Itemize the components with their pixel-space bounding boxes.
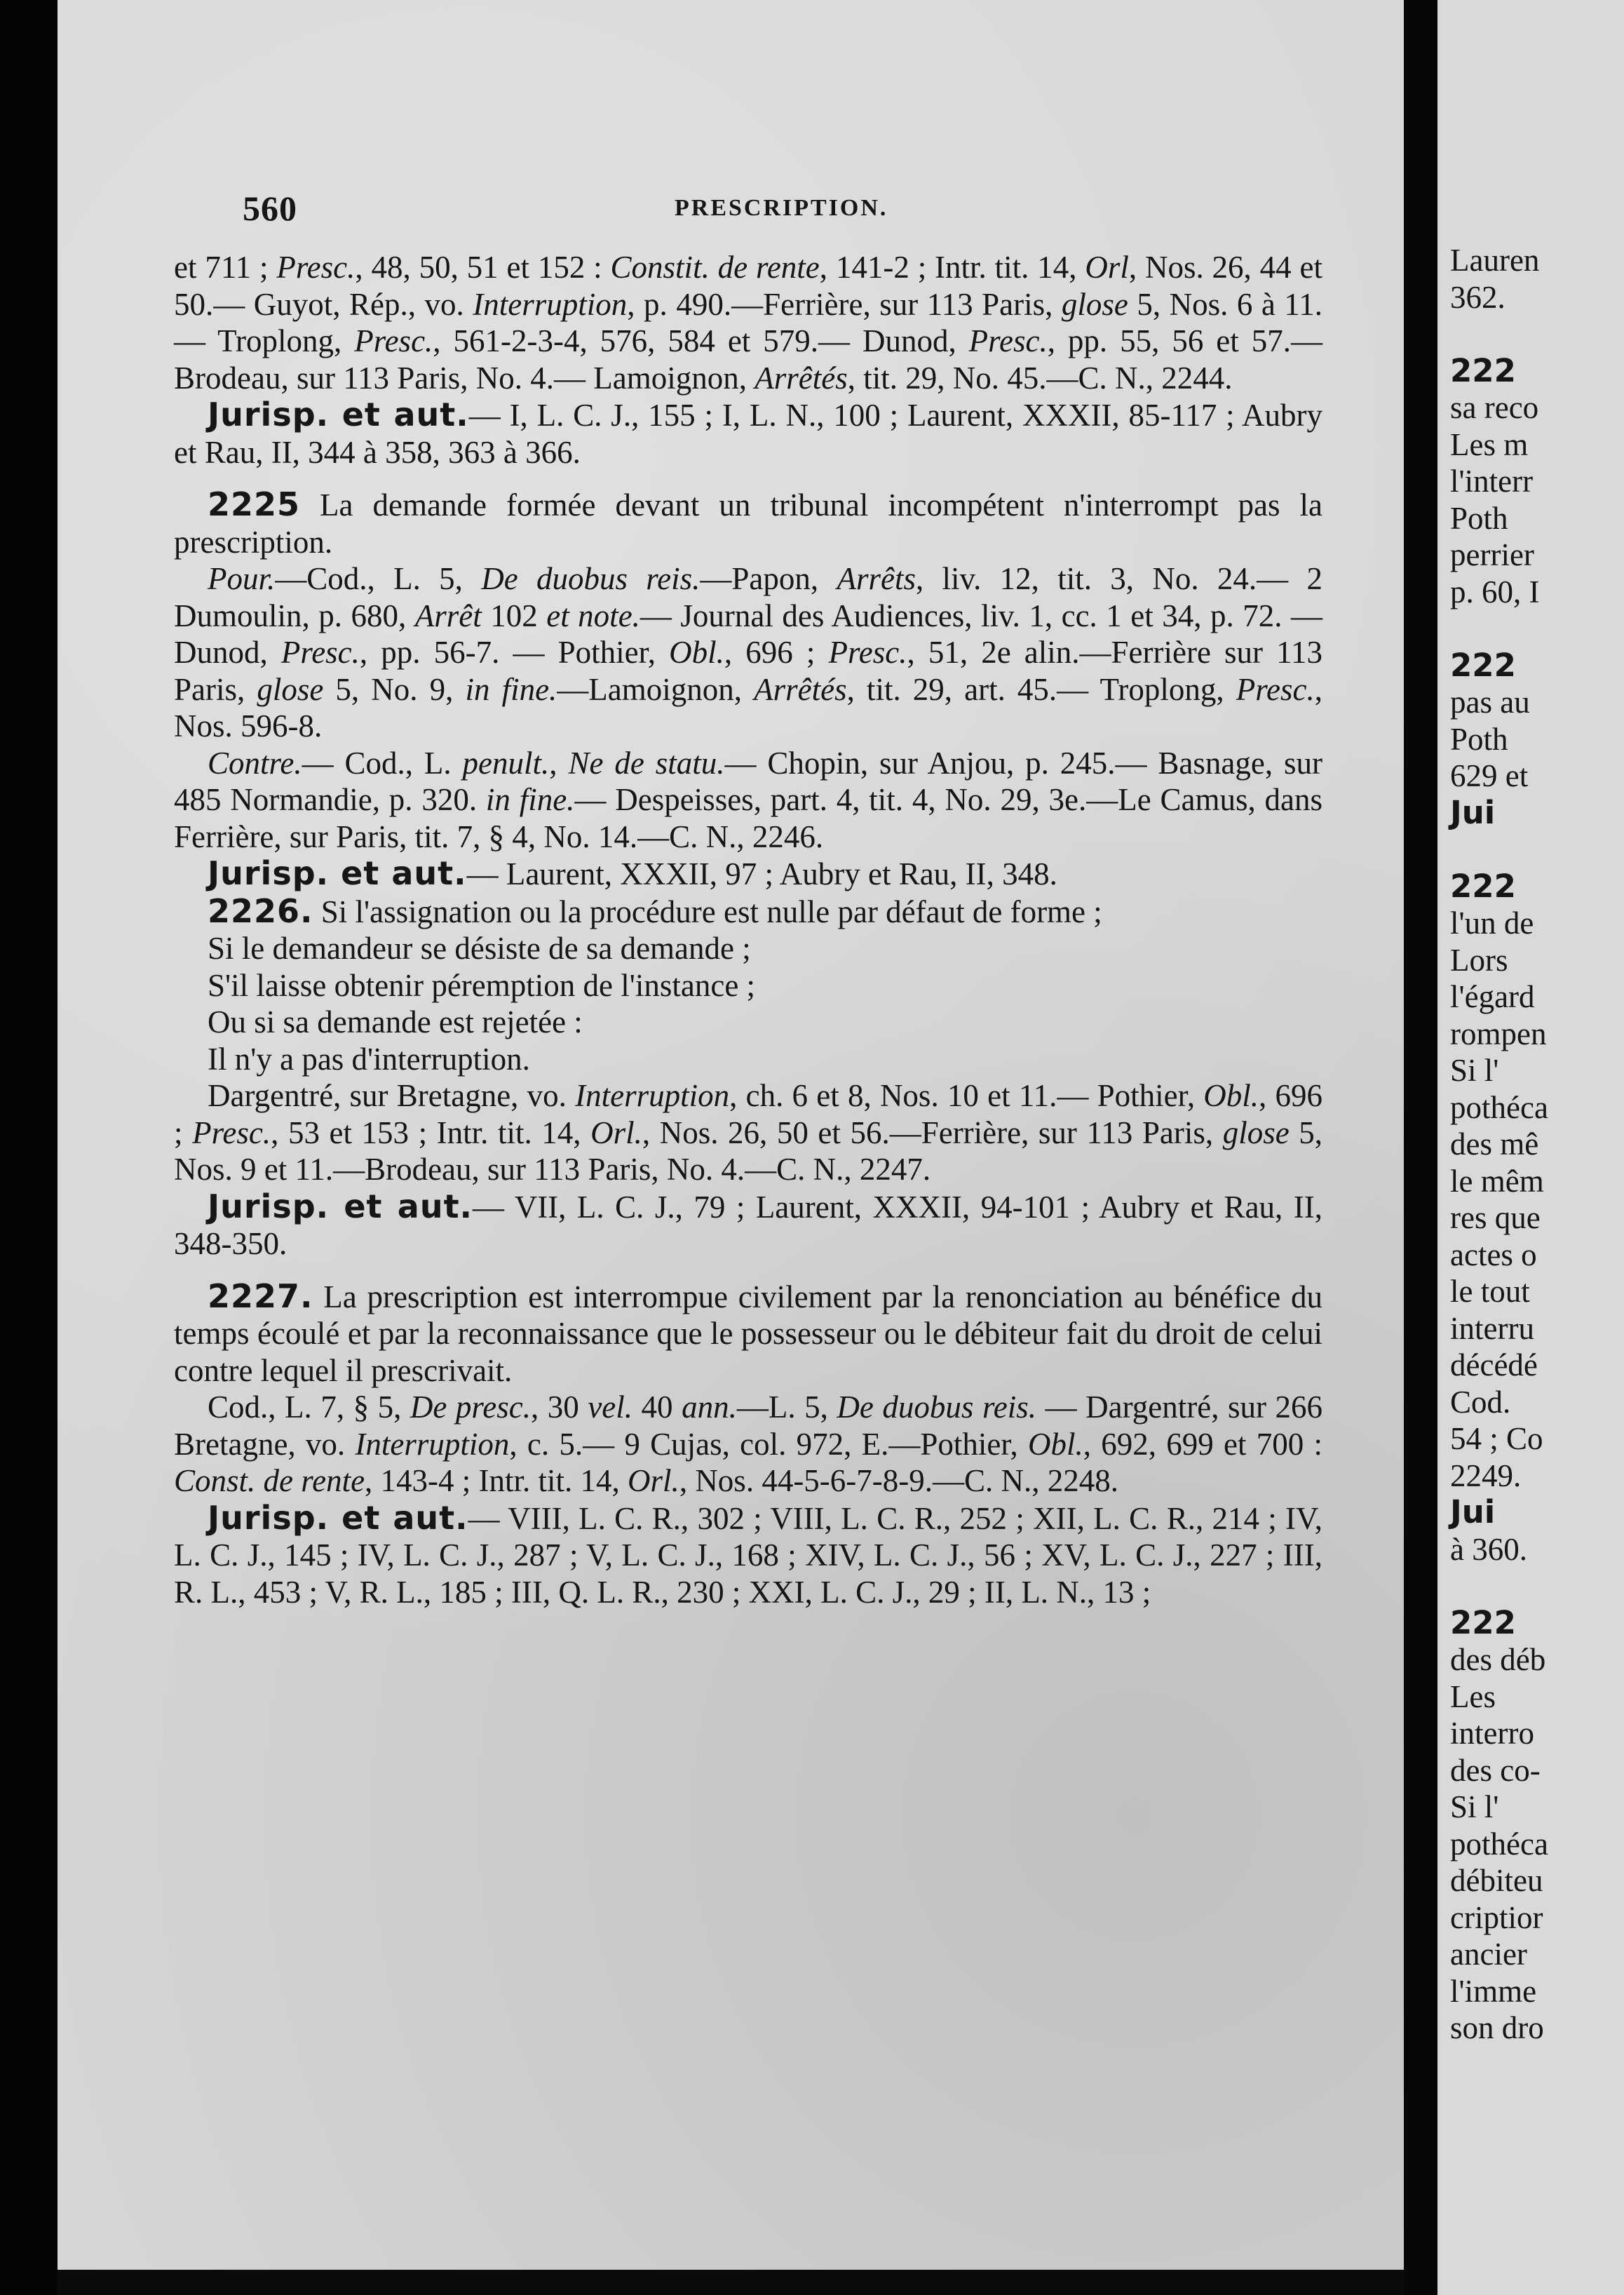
running-title: PRESCRIPTION. [675,195,888,221]
article-number: 2227. [208,1277,313,1315]
facing-page-line: perrier [1450,537,1534,572]
facing-page-line: Cod. [1450,1384,1511,1420]
facing-page-line: 629 et [1450,758,1529,793]
facing-page-line: res que [1450,1200,1541,1235]
page-gutter [1404,0,1437,2295]
facing-page-line: Jui [1450,793,1496,831]
reference-paragraph-continued: et 711 ; Presc., 48, 50, 51 et 152 : Constit. de rente, 141-2 ; Intr. tit. 14, Orl, Nos. 26, 44 et 50.— Guyot, Rép., vo. Interruption, p. 490.—Ferrière, sur 113 Paris, glose 5, Nos. 6 à 11.— Troplong, Presc., 561-2-3-4, 576, 584 et 579.— Dunod, Presc., pp. 55, 56 et 57.—Brodeau, sur 113 Paris, No. 4.— Lamoignon, Arrêtés, tit. 29, No. 45.—C. N., 2244. [174,250,1322,396]
facing-page-line: l'interr [1450,464,1534,499]
jurisprudence-label: Jurisp. et aut. [208,396,469,433]
facing-page-line: sa reco [1450,390,1539,425]
reference-paragraph: Cod., L. 7, § 5, De presc., 30 vel. 40 ann.—L. 5, De duobus reis. — Dargentré, sur 266 Bretagne, vo. Interruption, c. 5.— 9 Cujas, col. 972, E.—Pothier, Obl., 692, 699 et 700 : Const. de rente, 143-4 ; Intr. tit. 14, Orl., Nos. 44-5-6-7-8-9.—C. N., 2248. [174,1389,1323,1498]
article-2226-line: Si le demandeur se désiste de sa demande ; [208,931,751,966]
facing-page-line: débiteu [1450,1863,1543,1898]
facing-page-line: des mê [1450,1126,1539,1162]
facing-page-line [1450,1568,1624,1605]
facing-page-line: actes o [1450,1237,1537,1272]
jurisprudence-paragraph: Jurisp. et aut.— Laurent, XXXII, 97 ; Aubry et Rau, II, 348. [208,854,1057,892]
facing-page-line: Poth [1450,500,1508,536]
facing-page-line: Lauren [1450,243,1540,278]
facing-page-line [1450,610,1624,647]
facing-page-line: Si l' [1450,1053,1499,1088]
facing-page-line [1450,831,1624,868]
facing-page-line: 222 [1450,1603,1516,1641]
jurisprudence-label: Jurisp. et aut. [208,1498,468,1537]
facing-page-text [1450,242,1624,2047]
page-body [174,249,1322,1610]
facing-page-line: p. 60, I [1450,574,1540,610]
facing-page-line: 222 [1450,646,1516,684]
article-2225: 2225 La demande formée devant un tribunal incompétent n'interrompt pas la prescription. [174,485,1322,560]
jurisprudence-paragraph: Jurisp. et aut.— VII, L. C. J., 79 ; Laurent, XXXII, 94-101 ; Aubry et Rau, II, 348-350. [174,1187,1322,1261]
facing-page-line: son dro [1450,2010,1544,2045]
facing-page-line: Si l' [1450,1789,1499,1824]
facing-page-line: à 360. [1450,1531,1527,1567]
facing-page-line: rompen [1450,1016,1547,1051]
article-2226-line: Ou si sa demande est rejetée : [208,1004,583,1039]
facing-page-line: le tout [1450,1274,1530,1309]
article-number: 2225 [208,485,301,523]
facing-page-line: ancier [1450,1937,1527,1972]
article-number: 2226. [208,891,313,930]
facing-page-line: l'un de [1450,906,1534,941]
facing-page-line: Jui [1450,1493,1496,1530]
facing-page-line: pothéca [1450,1826,1548,1862]
facing-page-line: Poth [1450,721,1508,757]
facing-page-line: pas au [1450,685,1530,720]
left-scan-margin [0,0,57,2295]
facing-page-line: l'imme [1450,1973,1537,2009]
jurisprudence-paragraph: Jurisp. et aut.— I, L. C. J., 155 ; I, L. N., 100 ; Laurent, XXXII, 85-117 ; Aubry et Rau, II, 344 à 358, 363 à 366. [174,396,1322,470]
facing-page-line: Les [1450,1678,1496,1714]
article-2226-line: Il n'y a pas d'interruption. [208,1041,530,1077]
facing-page-line: interro [1450,1716,1534,1751]
jurisprudence-label: Jurisp. et aut. [208,854,467,892]
jurisprudence-label: Jurisp. et aut. [208,1187,473,1225]
facing-page-line: criptior [1450,1899,1543,1935]
page-number: 560 [243,189,297,228]
facing-page-line: interru [1450,1310,1534,1346]
facing-page-line: 54 ; Co [1450,1421,1543,1456]
reference-paragraph-pour: Pour.—Cod., L. 5, De duobus reis.—Papon, Arrêts, liv. 12, tit. 3, No. 24.— 2 Dumoulin, p. 680, Arrêt 102 et note.— Journal des Audiences, liv. 1, cc. 1 et 34, p. 72. — Dunod, Presc., pp. 56-7. — Pothier, Obl., 696 ; Presc., 51, 2e alin.—Ferrière sur 113 Paris, glose 5, No. 9, in fine.—Lamoignon, Arrêtés, tit. 29, art. 45.— Troplong, Presc., Nos. 596-8. [174,561,1322,743]
facing-page-line: 362. [1450,279,1505,315]
facing-page-line: pothéca [1450,1089,1548,1125]
running-head [57,188,1404,230]
facing-page-line: des déb [1450,1642,1546,1677]
facing-page-line: 222 [1450,351,1516,389]
facing-page-line [1450,316,1624,353]
facing-page-line: le mêm [1450,1163,1544,1199]
facing-page-line: Les m [1450,426,1529,462]
article-2226-line: S'il laisse obtenir péremption de l'instance ; [208,967,756,1003]
facing-page-line: 222 [1450,867,1516,905]
facing-page-line: l'égard [1450,979,1535,1014]
article-2227: 2227. La prescription est interrompue civilement par la renonciation au bénéfice du temps écoulé et par la reconnaissance que le possesseur ou le débiteur fait du droit de celui contre lequel il prescrivait. [174,1277,1322,1388]
facing-page-line: 2249. [1450,1458,1522,1493]
reference-paragraph: Dargentré, sur Bretagne, vo. Interruption, ch. 6 et 8, Nos. 10 et 11.— Pothier, Obl., 696 ; Presc., 53 et 153 ; Intr. tit. 14, Orl., Nos. 26, 50 et 56.—Ferrière, sur 113 Paris, glose 5, Nos. 9 et 11.—Brodeau, sur 113 Paris, No. 4.—C. N., 2247. [174,1078,1323,1187]
facing-page-line: décédé [1450,1347,1538,1382]
facing-page-line: Lors [1450,942,1508,978]
article-2226: 2226. Si l'assignation ou la procédure est nulle par défaut de forme ; [208,891,1102,930]
jurisprudence-paragraph: Jurisp. et aut.— VIII, L. C. R., 302 ; VIII, L. C. R., 252 ; XII, L. C. R., 214 ; IV, L. C. J., 145 ; IV, L. C. J., 287 ; V, L. C. J., 168 ; XIV, L. C. J., 56 ; XV, L. C. J., 227 ; III, R. L., 453 ; V, R. L., 185 ; III, Q. L. R., 230 ; XXI, L. C. J., 29 ; II, L. N., 13 ; [174,1498,1322,1610]
facing-page-line: des co- [1450,1752,1541,1788]
reference-paragraph-contre: Contre.— Cod., L. penult., Ne de statu.— Chopin, sur Anjou, p. 245.— Basnage, sur 485 Normandie, p. 320. in fine.— Despeisses, part. 4, tit. 4, No. 29, 3e.—Le Camus, dans Ferrière, sur Paris, tit. 7, § 4, No. 14.—C. N., 2246. [174,745,1323,854]
